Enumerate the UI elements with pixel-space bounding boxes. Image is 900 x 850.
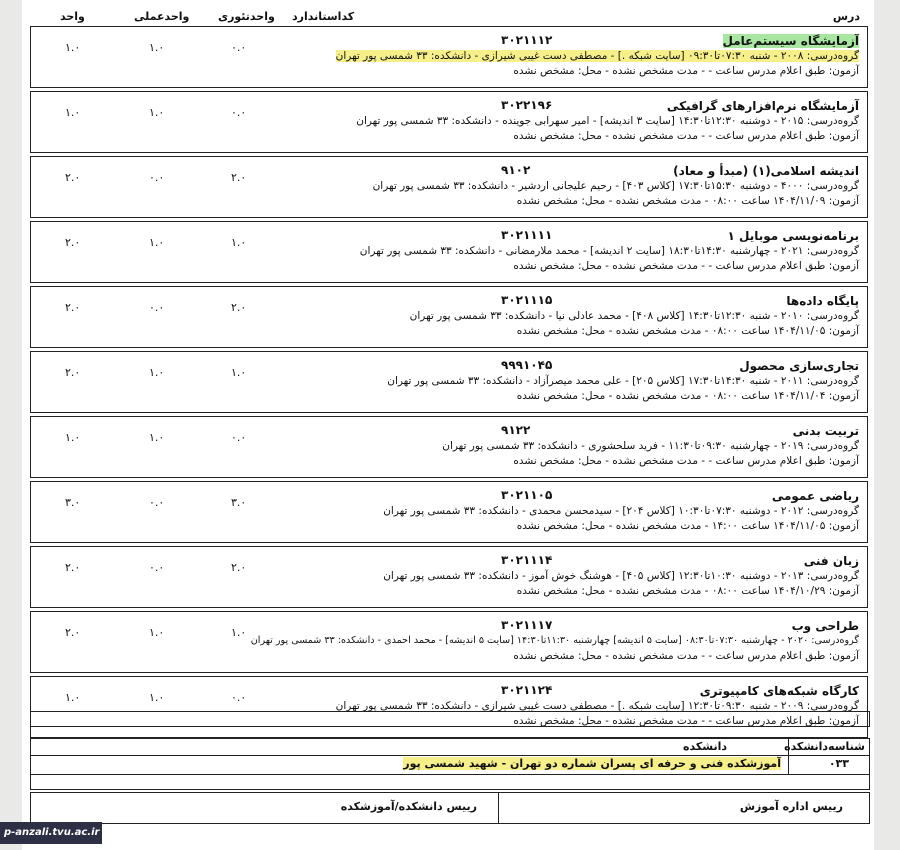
course-row [30, 546, 868, 608]
course-title: تجاری‌سازی محصول [739, 359, 859, 373]
course-schedule: گروه‌درسی: ۲۰۲۱ - چهارشنبه ۱۴:۳۰تا۱۸:۳۰ [سایت ۲ اندیشه] - محمد ملارمضانی - دانشکده: ۳۳ شمسی پور تهران [359, 245, 859, 257]
course-practical-unit: ۱.۰ [149, 691, 165, 704]
course-theory-unit: ۰.۰ [231, 431, 247, 444]
course-title: زبان فنی [803, 554, 859, 568]
course-unit: ۲.۰ [65, 561, 81, 574]
course-list [30, 26, 868, 741]
course-exam: آزمون: طبق اعلام مدرس ساعت - - مدت مشخص نشده - محل: مشخص نشده [513, 260, 859, 272]
header-practical-unit: واحدعملی [134, 10, 190, 23]
course-unit: ۳.۰ [65, 496, 81, 509]
course-row [30, 156, 868, 218]
faculty-head-cell [31, 793, 497, 823]
course-title: آزمایشگاه نرم‌افزارهای گرافیکی [666, 99, 859, 113]
course-title: آزمایشگاه سیستم‌عامل [722, 34, 859, 48]
course-row [30, 351, 868, 413]
course-exam: آزمون: طبق اعلام مدرس ساعت - - مدت مشخص نشده - محل: مشخص نشده [513, 455, 859, 467]
course-exam: آزمون: طبق اعلام مدرس ساعت - - مدت مشخص نشده - محل: مشخص نشده [513, 715, 859, 727]
faculty-table-row [30, 755, 870, 775]
course-title: کارگاه شبکه‌های کامپیوتری [699, 684, 859, 698]
course-schedule: گروه‌درسی: ۲۰۱۱ - شنبه ۱۴:۳۰تا۱۷:۳۰ [کلاس ۲۰۵] - علی محمد میصرآزاد - دانشکده: ۳۳ شمسی پور تهران [387, 375, 859, 387]
course-code: ۳۰۲۱۱۱۲ [501, 33, 553, 47]
course-exam: آزمون: ۱۴۰۴/۱۰/۲۹ ساعت ۰۸:۰۰ - مدت مشخص نشده - محل: مشخص نشده [516, 585, 859, 597]
course-theory-unit: ۱.۰ [231, 626, 247, 639]
course-unit: ۲.۰ [65, 626, 81, 639]
course-theory-unit: ۲.۰ [231, 171, 247, 184]
course-theory-unit: ۰.۰ [231, 106, 247, 119]
signature-row [30, 792, 870, 824]
course-code: ۹۱۰۲ [501, 163, 531, 177]
course-theory-unit: ۲.۰ [231, 301, 247, 314]
course-exam: آزمون: ۱۴۰۴/۱۱/۰۵ ساعت ۰۸:۰۰ - مدت مشخص نشده - محل: مشخص نشده [516, 325, 859, 337]
spacer-box [30, 711, 870, 727]
course-row [30, 676, 868, 738]
course-title: طراحی وب [791, 619, 859, 633]
course-practical-unit: ۰.۰ [149, 171, 165, 184]
course-practical-unit: ۱.۰ [149, 626, 165, 639]
course-schedule: گروه‌درسی: ۲۰۱۲ - دوشنبه ۰۷:۳۰تا۱۰:۳۰ [کلاس ۲۰۴] - سیدمحسن محمدی - دانشکده: ۳۳ شمسی پور تهران [383, 505, 859, 517]
course-theory-unit: ۲.۰ [231, 561, 247, 574]
course-schedule-text: گروه‌درسی: ۲۰۰۸ - شنبه ۰۷:۳۰تا۰۹:۳۰ [سایت شبکه .] - مصطفی دست غیبی شیرازی - دانشکده: ۳۳ شمسی پور تهران [335, 50, 859, 62]
course-schedule: گروه‌درسی: ۲۰۱۳ - دوشنبه ۱۰:۳۰تا۱۲:۳۰ [کلاس ۴۰۵] - هوشنگ خوش آموز - دانشکده: ۳۳ شمسی پور تهران [383, 570, 859, 582]
course-unit: ۱.۰ [65, 106, 81, 119]
site-watermark: p-anzali.tvu.ac.ir [0, 822, 102, 844]
course-code: ۳۰۲۱۱۱۱ [501, 228, 553, 242]
course-title: برنامه‌نویسی موبایل ۱ [727, 229, 859, 243]
course-theory-unit: ۱.۰ [231, 236, 247, 249]
course-row [30, 286, 868, 348]
course-code: ۳۰۲۱۱۰۵ [501, 488, 553, 502]
table-header [30, 4, 868, 26]
course-code: ۳۰۲۱۱۱۴ [501, 553, 553, 567]
course-exam: آزمون: ۱۴۰۴/۱۱/۰۹ ساعت ۰۸:۰۰ - مدت مشخص نشده - محل: مشخص نشده [516, 195, 859, 207]
education-head-label: رییس اداره آموزش [739, 800, 843, 813]
course-theory-unit: ۱.۰ [231, 366, 247, 379]
course-theory-unit: ۰.۰ [231, 691, 247, 704]
course-row [30, 221, 868, 283]
course-exam: آزمون: ۱۴۰۴/۱۱/۰۴ ساعت ۰۸:۰۰ - مدت مشخص نشده - محل: مشخص نشده [516, 390, 859, 402]
course-unit: ۱.۰ [65, 431, 81, 444]
course-practical-unit: ۱.۰ [149, 431, 165, 444]
course-schedule: گروه‌درسی: ۴۰۰۰ - دوشنبه ۱۵:۳۰تا۱۷:۳۰ [کلاس ۴۰۳] - رحیم علیجانی اردشیر - دانشکده: ۳۳ شمسی پور تهران [372, 180, 859, 192]
course-title: پایگاه داده‌ها [786, 294, 859, 308]
course-code: ۹۱۲۲ [501, 423, 531, 437]
faculty-name-header: دانشکده [683, 740, 727, 753]
course-schedule: گروه‌درسی: ۲۰۱۰ - شنبه ۱۲:۳۰تا۱۴:۳۰ [کلاس ۴۰۸] - محمد عادلی نیا - دانشکده: ۳۳ شمسی پور تهران [409, 310, 859, 322]
header-unit: واحد [60, 10, 85, 23]
course-practical-unit: ۱.۰ [149, 236, 165, 249]
course-title: اندیشه اسلامی(۱) (مبدأ و معاد) [673, 164, 859, 178]
course-schedule: گروه‌درسی: ۲۰۱۹ - چهارشنبه ۰۹:۳۰تا۱۱:۳۰ - فرید سلحشوری - دانشکده: ۳۳ شمسی پور تهران [442, 440, 859, 452]
course-exam: آزمون: طبق اعلام مدرس ساعت - - مدت مشخص نشده - محل: مشخص نشده [513, 650, 859, 662]
faculty-name-value: آموزشکده فنی و حرفه ای پسران شماره دو تهران - شهید شمسی پور [403, 757, 781, 770]
course-schedule: گروه‌درسی: ۲۰۰۹ - شنبه ۰۹:۳۰تا۱۲:۳۰ [سایت شبکه .] - مصطفی دست غیبی شیرازی - دانشکده: ۳۳ شمسی پور تهران [335, 700, 859, 712]
course-unit: ۲.۰ [65, 236, 81, 249]
faculty-table-header [30, 738, 870, 756]
course-exam: آزمون: طبق اعلام مدرس ساعت - - مدت مشخص نشده - محل: مشخص نشده [513, 65, 859, 77]
course-schedule: گروه‌درسی: ۲۰۲۰ - چهارشنبه ۰۷:۳۰تا۰۸:۳۰ [سایت ۵ اندیشه] چهارشنبه ۱۱:۳۰تا۱۴:۳۰ [سایت ۵ اندیشه] - محمد احمدی - دانشکده: ۳۳ شمسی پور تهران [250, 635, 859, 646]
course-schedule [336, 50, 859, 62]
course-row [30, 611, 868, 673]
course-code: ۳۰۲۲۱۹۶ [501, 98, 553, 112]
course-exam: آزمون: ۱۴۰۴/۱۱/۰۵ ساعت ۱۴:۰۰ - مدت مشخص نشده - محل: مشخص نشده [516, 520, 859, 532]
course-practical-unit: ۰.۰ [149, 561, 165, 574]
faculty-id-cell [788, 756, 869, 774]
header-course: درس [832, 10, 860, 23]
education-head-cell [498, 793, 869, 823]
faculty-id-header: شناسه‌دانشکده [784, 740, 865, 753]
course-unit: ۲.۰ [65, 171, 81, 184]
course-code: ۳۰۲۱۱۱۵ [501, 293, 553, 307]
header-standard-code: کداستاندارد [292, 10, 355, 23]
course-row [30, 91, 868, 153]
course-practical-unit: ۱.۰ [149, 106, 165, 119]
course-row [30, 481, 868, 543]
spacer-box [30, 774, 870, 790]
course-exam: آزمون: طبق اعلام مدرس ساعت - - مدت مشخص نشده - محل: مشخص نشده [513, 130, 859, 142]
course-code: ۳۰۲۱۱۱۷ [501, 618, 553, 632]
faculty-id-value: ۰۳۳ [828, 757, 849, 770]
header-theory-unit: واحدتئوری [218, 10, 275, 23]
course-unit: ۱.۰ [65, 691, 81, 704]
course-row [30, 26, 868, 88]
course-title: تربیت بدنی [792, 424, 859, 438]
faculty-name-cell [31, 756, 787, 774]
course-unit: ۲.۰ [65, 366, 81, 379]
course-code: ۹۹۹۱۰۴۵ [501, 358, 553, 372]
course-practical-unit: ۰.۰ [149, 496, 165, 509]
course-schedule: گروه‌درسی: ۲۰۱۵ - دوشنبه ۱۲:۳۰تا۱۴:۳۰ [سایت ۳ اندیشه] - امیر سهرابی جوینده - دانشکده: ۳۳ شمسی پور تهران [356, 115, 859, 127]
course-practical-unit: ۰.۰ [149, 301, 165, 314]
faculty-name-header-cell [31, 739, 787, 755]
course-unit: ۱.۰ [65, 41, 81, 54]
course-title: ریاضی عمومی [771, 489, 859, 503]
course-practical-unit: ۱.۰ [149, 41, 165, 54]
course-practical-unit: ۱.۰ [149, 366, 165, 379]
faculty-id-header-cell [784, 739, 869, 755]
course-theory-unit: ۳.۰ [231, 496, 247, 509]
course-unit: ۲.۰ [65, 301, 81, 314]
course-theory-unit: ۰.۰ [231, 41, 247, 54]
course-row [30, 416, 868, 478]
course-code: ۳۰۲۱۱۲۴ [501, 683, 553, 697]
faculty-head-label: رییس دانشکده/آموزشکده [340, 800, 477, 813]
